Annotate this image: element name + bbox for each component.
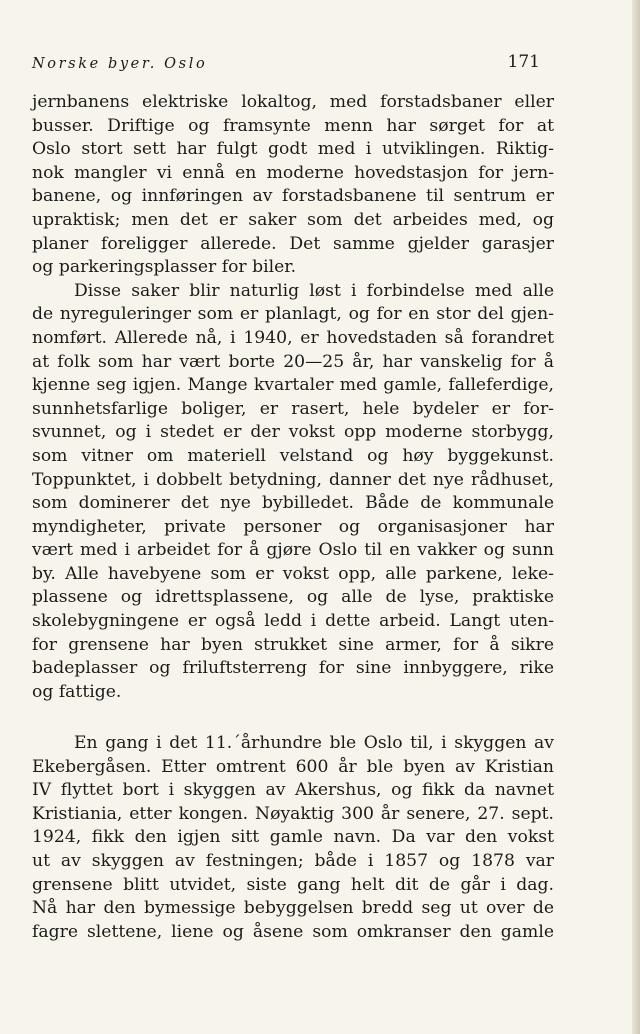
text-line: by. Alle havebyene som er vokst opp, alle parkene, leke- bbox=[32, 563, 554, 584]
text-line: Oslo stort sett har fulgt godt med i utviklingen. Riktig- bbox=[32, 139, 554, 160]
text-line: fagre slettene, liene og åsene som omkranser den gamle bbox=[32, 921, 554, 942]
text-line: Nå har den bymessige bebyggelsen bredd seg ut over de bbox=[32, 898, 554, 919]
text-line: upraktisk; men det er saker som det arbeides med, og bbox=[32, 209, 554, 230]
text-line: busser. Driftige og framsynte menn har sørget for at bbox=[32, 115, 554, 136]
text-line: IV flyttet bort i skyggen av Akershus, og fikk da navnet bbox=[32, 780, 554, 801]
text-line: vært med i arbeidet for å gjøre Oslo til en vakker og sunn bbox=[32, 540, 554, 561]
text-line: skolebygningene er også ledd i dette arbeid. Langt uten- bbox=[32, 611, 554, 632]
text-line: for grensene har byen strukket sine armer, for å sikre bbox=[32, 634, 554, 655]
text-line: Ekebergåsen. Etter omtrent 600 år ble byen av Kristian bbox=[32, 756, 554, 777]
body-text-upper bbox=[32, 91, 554, 704]
paragraph bbox=[32, 91, 554, 280]
text-line: Kristiania, etter kongen. Nøyaktig 300 år senere, 27. sept. bbox=[32, 803, 554, 824]
text-line: badeplasser og friluftsterreng for sine innbyggere, rike bbox=[32, 658, 554, 679]
text-line: 1924, fikk den igjen sitt gamle navn. Da var den vokst bbox=[32, 827, 554, 848]
paragraph bbox=[32, 280, 554, 705]
text-line: som dominerer det nye bybilledet. Både de kommunale bbox=[32, 493, 554, 514]
page-edge bbox=[632, 0, 640, 1034]
text-line: og fattige. bbox=[32, 681, 122, 702]
text-line: grensene blitt utvidet, siste gang helt dit de går i dag. bbox=[32, 874, 554, 895]
text-line: kjenne seg igjen. Mange kvartaler med gamle, falleferdige, bbox=[32, 375, 554, 396]
text-line: nok mangler vi ennå en moderne hovedstasjon for jern- bbox=[32, 162, 554, 183]
running-head: Norske byer. Oslo bbox=[32, 56, 208, 72]
body-text-lower bbox=[32, 732, 554, 944]
text-line: Disse saker blir naturlig løst i forbindelse med alle bbox=[74, 280, 554, 301]
text-line: myndigheter, private personer og organisasjoner har bbox=[32, 516, 554, 537]
text-line: planer foreligger allerede. Det samme gjelder garasjer bbox=[32, 233, 554, 254]
text-line: banene, og innføringen av forstadsbanene til sentrum er bbox=[32, 186, 554, 207]
text-line: svunnet, og i stedet er der vokst opp moderne storbygg, bbox=[32, 422, 554, 443]
text-line: som vitner om materiell velstand og høy byggekunst. bbox=[32, 445, 554, 466]
text-line: nomført. Allerede nå, i 1940, er hovedstaden så forandret bbox=[32, 327, 554, 348]
text-line: ut av skyggen av festningen; både i 1857 og 1878 var bbox=[32, 850, 554, 871]
text-line: de nyreguleringer som er planlagt, og for en stor del gjen- bbox=[32, 304, 554, 325]
paragraph bbox=[32, 732, 554, 944]
text-line: jernbanens elektriske lokaltog, med forstadsbaner eller bbox=[32, 92, 554, 112]
page-header bbox=[32, 50, 540, 76]
text-line: og parkeringsplasser for biler. bbox=[32, 257, 297, 278]
text-line: En gang i det 11.´århundre ble Oslo til, i skyggen av bbox=[74, 733, 554, 753]
text-line: plassene og idrettsplassene, og alle de lyse, praktiske bbox=[32, 587, 554, 608]
text-line: sunnhetsfarlige boliger, er rasert, hele bydeler er for- bbox=[32, 398, 554, 419]
text-line: Toppunktet, i dobbelt betydning, danner det nye rådhuset, bbox=[32, 469, 554, 490]
text-line: at folk som har vært borte 20—25 år, har vanskelig for å bbox=[32, 351, 554, 372]
page-number: 171 bbox=[507, 52, 540, 72]
